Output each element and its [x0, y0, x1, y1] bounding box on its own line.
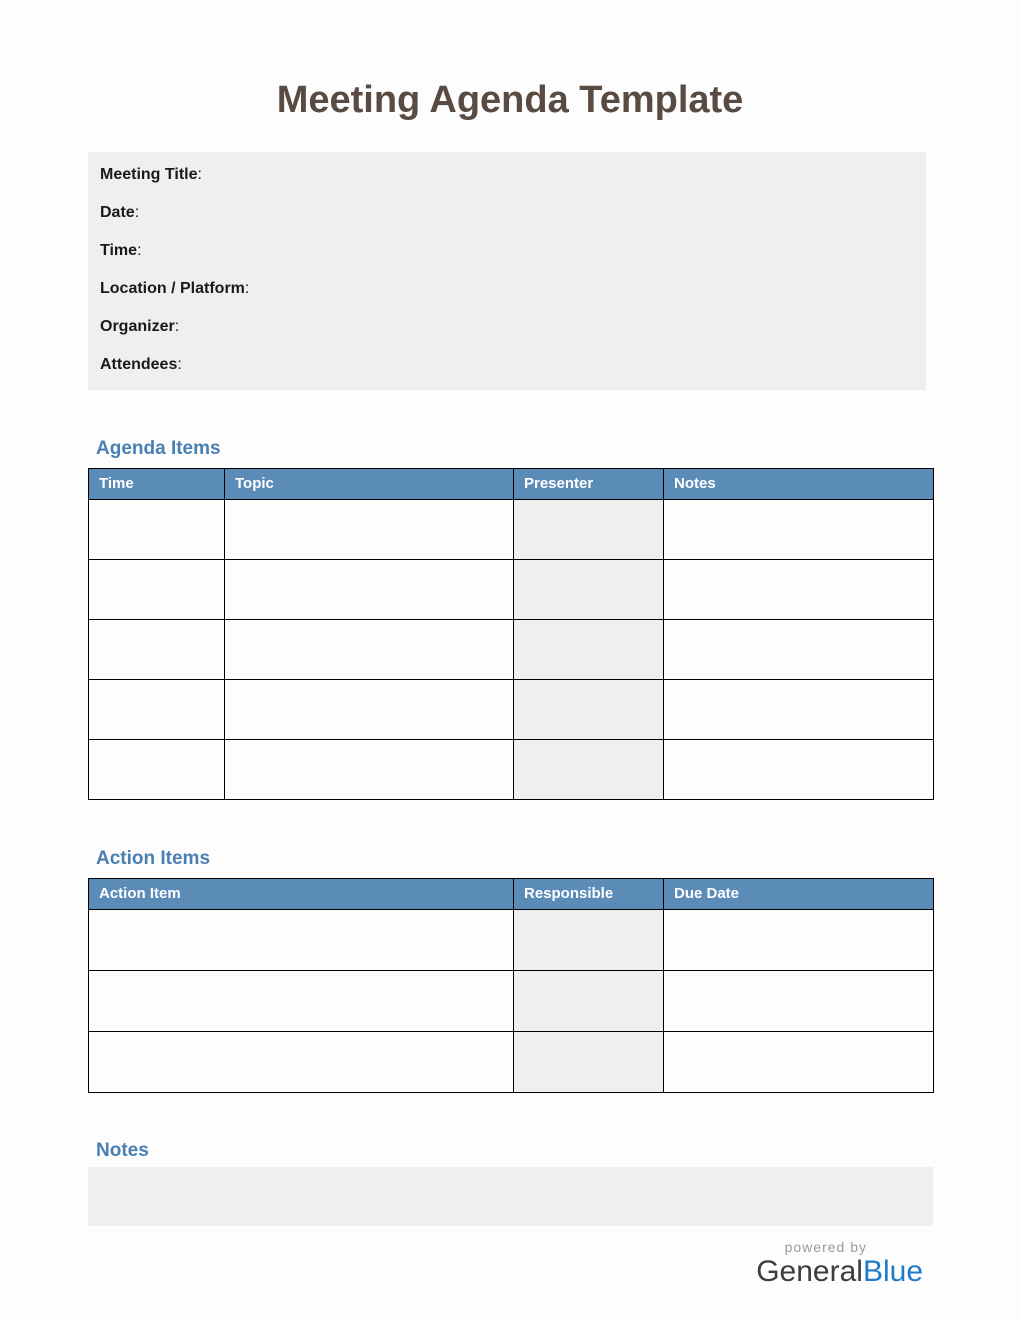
agenda-cell-presenter[interactable] [514, 619, 664, 679]
attendees-value[interactable] [188, 355, 926, 375]
date-label: Date [100, 203, 135, 221]
agenda-cell-topic[interactable] [225, 559, 514, 619]
general-blue-logo [756, 1255, 923, 1289]
agenda-cell-presenter[interactable] [514, 739, 664, 799]
agenda-row [89, 499, 934, 559]
action-row [89, 909, 934, 970]
agenda-cell-topic[interactable] [225, 739, 514, 799]
agenda-column-header-topic: Topic [225, 468, 514, 499]
agenda-cell-time[interactable] [89, 679, 225, 739]
field-colon: : [137, 241, 142, 259]
brand-blue-text: Blue [862, 1254, 923, 1288]
notes-box[interactable] [88, 1167, 933, 1226]
info-row-time [88, 234, 926, 268]
action-header-row [89, 878, 934, 909]
action-cell-due-date[interactable] [664, 909, 934, 970]
meeting-info-box [88, 152, 926, 390]
location-platform-label: Location / Platform [100, 279, 245, 297]
organizer-value[interactable] [185, 317, 926, 337]
agenda-items-heading: Agenda Items [96, 437, 221, 459]
agenda-cell-notes[interactable] [664, 679, 934, 739]
action-cell-responsible[interactable] [514, 1031, 664, 1092]
brand-general-text: General [756, 1254, 863, 1288]
field-colon: : [177, 355, 182, 373]
agenda-cell-time[interactable] [89, 499, 225, 559]
agenda-cell-notes[interactable] [664, 619, 934, 679]
action-column-header-action-item: Action Item [89, 878, 514, 909]
organizer-label: Organizer [100, 317, 175, 335]
field-colon: : [134, 203, 140, 221]
action-cell-due-date[interactable] [664, 970, 934, 1031]
agenda-row [89, 559, 934, 619]
info-row-meeting-title [88, 158, 926, 192]
info-row-attendees [88, 348, 926, 382]
action-column-header-responsible: Responsible [514, 878, 664, 909]
page-title: Meeting Agenda Template [276, 79, 744, 121]
action-cell-responsible[interactable] [514, 970, 664, 1031]
action-column-header-due-date: Due Date [664, 878, 934, 909]
agenda-cell-presenter[interactable] [514, 499, 664, 559]
time-label: Time [100, 241, 138, 259]
agenda-header-row [89, 468, 934, 499]
action-cell-action-item[interactable] [89, 970, 514, 1031]
agenda-cell-topic[interactable] [225, 619, 514, 679]
action-cell-due-date[interactable] [664, 1031, 934, 1092]
meeting-title-label: Meeting Title [100, 165, 198, 183]
info-row-date [88, 196, 926, 230]
action-items-heading: Action Items [96, 847, 211, 869]
meeting-title-value[interactable] [208, 165, 926, 185]
field-colon: : [197, 165, 202, 183]
action-items-table [88, 878, 934, 1093]
info-row-location-platform [88, 272, 926, 306]
action-row [89, 1031, 934, 1092]
agenda-cell-time[interactable] [89, 619, 225, 679]
agenda-row [89, 679, 934, 739]
action-cell-action-item[interactable] [89, 909, 514, 970]
agenda-cell-time[interactable] [89, 559, 225, 619]
time-value[interactable] [148, 241, 926, 261]
action-row [89, 970, 934, 1031]
field-colon: : [244, 279, 250, 297]
field-colon: : [174, 317, 180, 335]
agenda-cell-notes[interactable] [664, 559, 934, 619]
agenda-column-header-time: Time [89, 468, 225, 499]
notes-heading: Notes [96, 1139, 149, 1161]
action-cell-action-item[interactable] [89, 1031, 514, 1092]
agenda-items-table [88, 468, 934, 800]
location-platform-value[interactable] [255, 279, 926, 299]
attendees-label: Attendees [100, 355, 178, 373]
agenda-row [89, 739, 934, 799]
agenda-cell-topic[interactable] [225, 679, 514, 739]
footer [0, 1239, 923, 1289]
agenda-cell-notes[interactable] [664, 499, 934, 559]
agenda-cell-presenter[interactable] [514, 679, 664, 739]
agenda-cell-topic[interactable] [225, 499, 514, 559]
action-cell-responsible[interactable] [514, 909, 664, 970]
agenda-cell-time[interactable] [89, 739, 225, 799]
agenda-cell-presenter[interactable] [514, 559, 664, 619]
date-value[interactable] [145, 203, 926, 223]
agenda-cell-notes[interactable] [664, 739, 934, 799]
powered-by-text: powered by [784, 1238, 867, 1255]
info-row-organizer [88, 310, 926, 344]
agenda-column-header-notes: Notes [664, 468, 934, 499]
agenda-column-header-presenter: Presenter [514, 468, 664, 499]
agenda-row [89, 619, 934, 679]
